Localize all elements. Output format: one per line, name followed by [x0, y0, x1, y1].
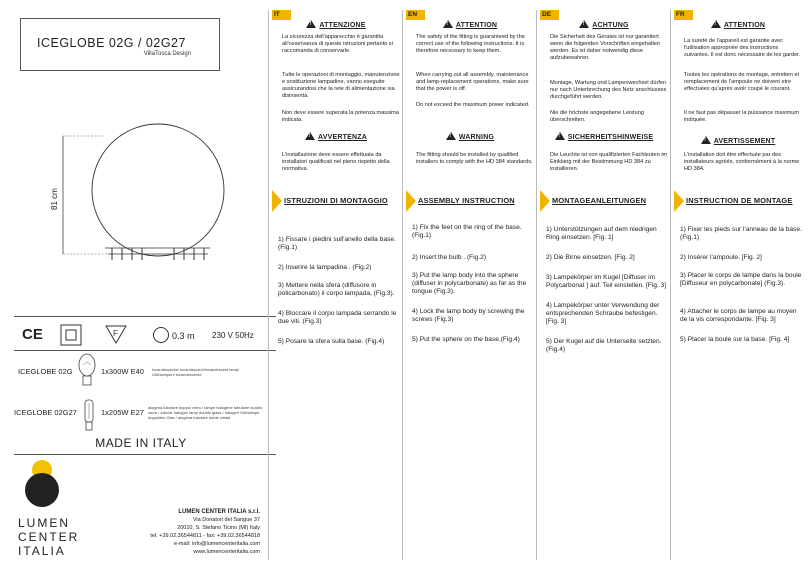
step: 1) Fix the feet on the ring of the base. (Fig.1): [412, 224, 522, 239]
warning-heading-1: !ATTENTION: [406, 20, 534, 29]
column-de: [540, 10, 668, 560]
incandescent-bulb-icon: [76, 352, 98, 388]
ce-mark-icon: CE: [22, 326, 43, 343]
warning-text: L'installazione deve essere effettuata da installatori qualificati nel pieno rispetto della normativa.: [282, 152, 390, 172]
lamp-spec-1: 1x300W E40: [101, 367, 144, 376]
arrow-icon: [272, 190, 282, 212]
warning-heading-2: !AVVERTENZA: [272, 132, 400, 141]
warning-triangle-icon: [306, 20, 316, 28]
f-mark-icon: [104, 324, 128, 344]
warning-triangle-icon: [446, 132, 456, 140]
section-heading: MONTAGEANLEITUNGEN: [540, 190, 668, 212]
step: 1) Fixer les pieds sur l'anneau de la base. (Fig.1): [680, 226, 802, 241]
warning-triangle-icon: [579, 20, 589, 28]
lamp-desc-1: incandescente/ incandescent/incandescent lamp/ Glühlampen/ incandescente: [152, 367, 240, 377]
section-heading: INSTRUCTION DE MONTAGE: [674, 190, 802, 212]
step: 2) Inserire la lampadina . (Fig.2): [278, 264, 372, 271]
step: 4) Attacher le corps de lampe au moyen de la vis correspondante. [Fig. 3]: [680, 308, 797, 323]
step: 5) Posare la sfera sulla base. (Fig.4): [278, 338, 385, 345]
company-web: www.lumencenteritalia.com: [193, 549, 260, 555]
warning-text: Il ne faut pas dépasser la puissance maximum indiquée.: [684, 110, 800, 123]
step: 5) Der Kugel auf die Unterseite setzten. (Fig.4): [546, 338, 662, 353]
warning-heading-2: !SICHERHEITSHINWEISE: [540, 132, 668, 141]
lang-flag: IT: [272, 10, 291, 20]
warning-text: Die Leuchte ist von qualifizierten Fachleuten im Einklang mit der Bestimmung HD 384 zu installieren.: [550, 152, 668, 172]
arrow-icon: [674, 190, 684, 212]
column-divider: [536, 10, 537, 560]
warning-heading-1: !ATTENZIONE: [272, 20, 400, 29]
lamp-model-2: ICEGLOBE 02G27: [14, 408, 77, 417]
step: 2) Insérer l'ampoule. [Fig. 2]: [680, 254, 762, 261]
designer-credit: VillaTosca Design: [143, 51, 191, 57]
warning-text: Toutes les opérations de montage, entretien et remplacement de l'ampoule ne doivent etre effectuées qu'après avoir coupé le courant.: [684, 72, 800, 92]
lumen-logo-icon: [20, 458, 70, 508]
step: 2) Die Birne einsetzen. [Fig. 2]: [546, 254, 635, 261]
warning-text: Nie die höchste angegebene Leistung überschreiten.: [550, 110, 644, 123]
warning-text: Do not exceed the maximum power indicated.: [416, 102, 530, 108]
warning-text: Non deve essere superata la potenza massima indicata.: [282, 110, 399, 123]
warning-text: The safety of the fitting is guaranteed by the correct use of the following instructions. It is therefore necessary to keep them.: [416, 34, 525, 54]
warning-heading-1: !ATTENTION: [674, 20, 802, 29]
warning-triangle-icon: [443, 20, 453, 28]
halogen-tube-icon: [82, 398, 96, 432]
warning-heading-2: !WARNING: [406, 132, 534, 141]
step: 3) Lampekörper im Kugel [Diffuser im Polycarbonat ] auf. Teil einstellen. [Fig. 3]: [546, 274, 667, 289]
arrow-icon: [540, 190, 550, 212]
logo-word-2: CENTER: [18, 530, 80, 544]
lamp-model-1: ICEGLOBE 02G: [18, 367, 73, 376]
warning-text: Tutte le operazioni di montaggio, manutenzione e sostituzione lampadine, vanno eseguite assicurandosi che la rete di alimentazione sia disinserita.: [282, 72, 400, 99]
company-address-1: Via Donatori del Sangue 37: [192, 517, 260, 523]
lang-flag: FR: [674, 10, 693, 20]
product-title-box: [20, 18, 220, 71]
lang-flag: EN: [406, 10, 425, 20]
made-in-italy: MADE IN ITALY: [95, 436, 187, 450]
step: 4) Lampekörper unter Verwendung der entsprechenden Schraube befestigen. [Fig. 3]: [546, 302, 660, 325]
svg-text:F: F: [113, 329, 118, 338]
company-info: [60, 508, 260, 556]
company-name: LUMEN CENTER ITALIA s.r.l.: [178, 509, 260, 515]
section-heading: ASSEMBLY INSTRUCTION: [406, 190, 534, 212]
company-phone: tel: +39.02.36544811 - fax: +39.02.36544818: [150, 533, 260, 539]
step: 4) Bloccare il corpo lampada serrando le due viti. (Fig.3): [278, 310, 397, 325]
warning-triangle-icon: [711, 20, 721, 28]
warning-text: La sureté de l'appareil est garantie avec l'utilisation appropriée des instructions suivantes. Il est donc nécessaire de les garder.: [684, 38, 801, 58]
step: 4) Lock the lamp body by screwing the screws (Fig.3): [412, 308, 525, 323]
step: 1) Fissare i piedini sull'anello della base. (Fig.1): [278, 236, 396, 251]
step: 1) Unterstützungen auf dem niedrigen Ring einsetzen. [Fig. 1]: [546, 226, 657, 241]
globe-lamp-illustration: [60, 108, 280, 268]
column-en: [406, 10, 534, 560]
class-ii-icon: [60, 324, 82, 346]
divider: [14, 350, 276, 351]
step: 5) Placer la boule sur la base. [Fig. 4]: [680, 336, 790, 343]
step: 2) Insert the bulb . (Fig.2): [412, 254, 487, 261]
divider: [14, 316, 276, 317]
company-email: e-mail: info@lumencenteritalia.com: [174, 541, 260, 547]
warning-text: Die Sicherheit des Gerates ist nur garantiert wenn die folgenden Vorschriften eingehalten werden. Es ist daher notwendig diese aufzubewahren.: [550, 34, 661, 61]
step: 5) Put the sphere on the base.(Fig.4): [412, 336, 520, 343]
warning-text: La sicurezza dell'apparecchio è garantita all'osservanza di queste istruzioni pertanto si raccomanda di conservarle.: [282, 34, 393, 54]
company-address-2: 20010, S. Stefano Ticino (MI) Italy: [177, 525, 260, 531]
warning-heading-2: !AVERTISSEMENT: [674, 136, 802, 145]
distance-circle-icon: [152, 326, 170, 344]
distance-value: 0.3 m: [172, 331, 195, 341]
dimension-label: 81 cm: [50, 188, 59, 210]
column-fr: [674, 10, 802, 560]
warning-text: Montage, Wartung und Lampenwechsel dürfen nur nach Unterbrechung des Netz anschlusses durchgeführt werden.: [550, 80, 667, 100]
warning-triangle-icon: [701, 136, 711, 144]
warning-triangle-icon: [305, 132, 315, 140]
voltage-value: 230 V 50Hz: [212, 331, 254, 340]
column-it: [272, 10, 400, 560]
warning-text: L'installation doit être effectuée par des installateurs agréés, conformément à la norme HD 384.: [684, 152, 800, 172]
divider: [14, 454, 276, 455]
warning-heading-1: !ACHTUNG: [540, 20, 668, 29]
column-divider: [268, 10, 269, 560]
product-title: ICEGLOBE 02G / 02G27: [37, 36, 186, 50]
lamp-spec-2: 1x205W E27: [101, 408, 144, 417]
arrow-icon: [406, 190, 416, 212]
logo-word-1: LUMEN: [18, 516, 71, 530]
warning-text: When carrying out all assembly, maintenance and lamp-replacement operations, make sure that the power is off.: [416, 72, 529, 92]
warning-text: The fitting should be installed by qualified installers to comply with the HD 384 standards.: [416, 152, 533, 165]
lang-flag: DE: [540, 10, 559, 20]
column-divider: [402, 10, 403, 560]
step: 3) Mettere nella sfera (diffusore in policarbonato) il corpo lampada, (Fig.3).: [278, 282, 395, 297]
logo-word-3: ITALIA: [18, 544, 66, 558]
step: 3) Placer le corps de lampe dans la boule [Diffuseur en polycarbonate] (Fig.3).: [680, 272, 802, 287]
lamp-desc-2: alogena tubolare doppio vetro / lampe halogène tubulaire double verre / tubular halogen lamp double glass / halogen Glühlampe doppeltes Glas / alogena tubulare doble cristal: [148, 405, 263, 420]
step: 3) Put the lamp body into the sphere (diffuser in polycarbonate) as far as the tongue (Fig.3).: [412, 272, 527, 295]
column-divider: [670, 10, 671, 560]
warning-triangle-icon: [555, 132, 565, 140]
section-heading: ISTRUZIONI DI MONTAGGIO: [272, 190, 400, 212]
